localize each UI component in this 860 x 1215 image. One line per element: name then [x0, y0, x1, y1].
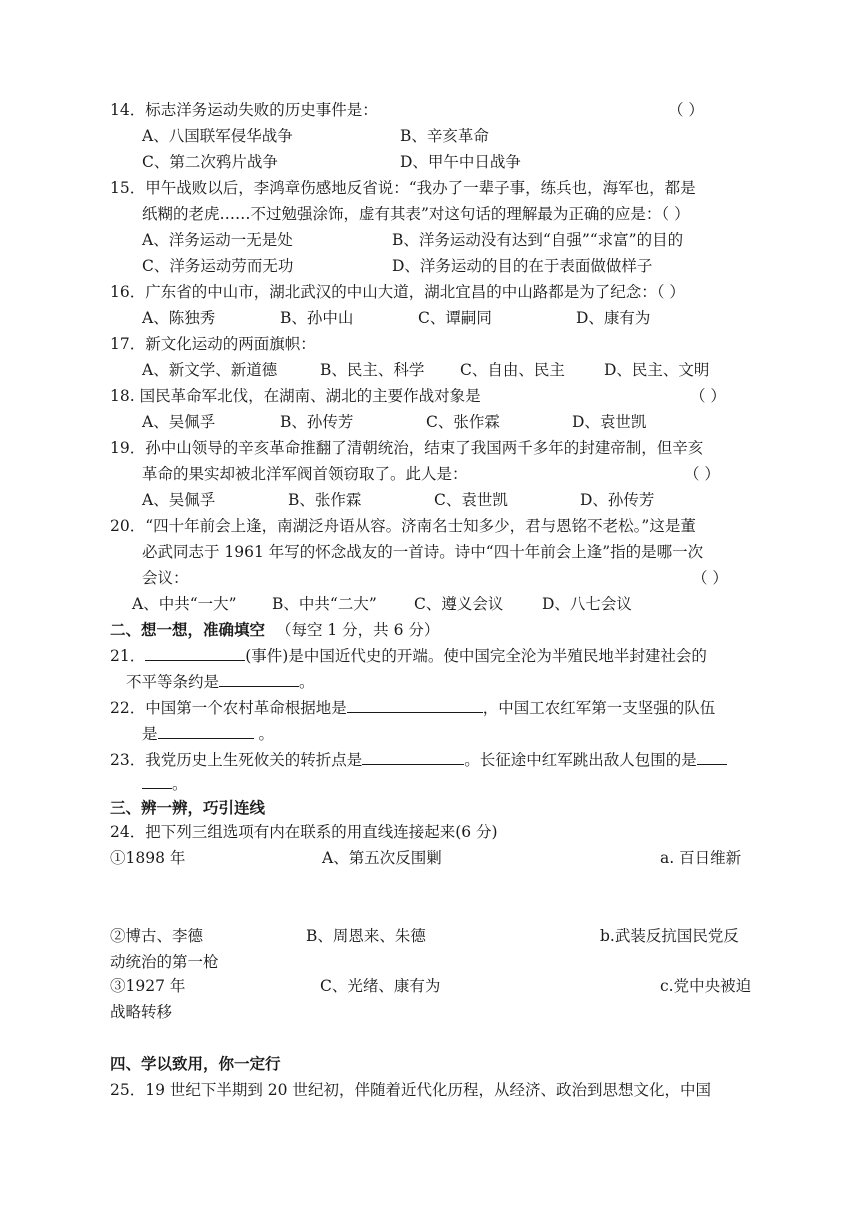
q19-option-d: D、孙传芳 — [580, 491, 655, 509]
section2-heading — [110, 620, 439, 640]
q20-stem-line3: 会议： — [142, 569, 189, 587]
q22-end: 。 — [253, 725, 274, 743]
q22-text2: ，中国工农红军第一支坚强的队伍 — [482, 699, 716, 717]
q17-stem: 17．新文化运动的两面旗帜： — [110, 335, 316, 353]
q23-blank-encirclement-part1[interactable] — [697, 750, 727, 765]
q14-option-b: B、辛亥革命 — [400, 127, 489, 145]
q16-option-c: C、谭嗣同 — [418, 309, 492, 327]
q17-option-a: A、新文学、新道德 — [142, 361, 278, 379]
q20-answer-paren: （ ） — [692, 569, 728, 587]
q14-option-c: C、第二次鸦片战争 — [142, 153, 278, 171]
q19-option-b: B、张作霖 — [288, 491, 362, 509]
q14-answer-paren: （ ） — [668, 101, 704, 119]
q24-row1-left[interactable]: ①1898 年 — [110, 849, 186, 867]
q23-text2: 。长征途中红军跳出敌人包围的是 — [464, 751, 697, 769]
section2-title: 二、想一想，准确填空 — [110, 620, 266, 639]
section3-title: 三、辨一辨，巧引连线 — [110, 798, 266, 817]
q16-option-b: B、孙中山 — [280, 309, 354, 327]
q22-line1 — [110, 698, 715, 718]
q21-blank-event[interactable] — [145, 646, 245, 661]
q18-option-b: B、孙传芳 — [280, 413, 354, 431]
section4-title: 四、学以致用，你一定行 — [110, 1054, 281, 1073]
q21-line2 — [126, 672, 315, 692]
q23-blank-turning-point[interactable] — [362, 750, 464, 765]
q18-option-d: D、袁世凯 — [572, 413, 647, 431]
q17-option-b: B、民主、科学 — [320, 361, 425, 379]
q19-answer-paren: （ ） — [684, 465, 720, 483]
q20-option-a: A、中共“一大” — [132, 595, 237, 613]
q16-stem: 16．广东省的中山市，湖北武汉的中山大道，湖北宜昌的中山路都是为了纪念：（ ） — [110, 283, 685, 301]
q14-option-a: A、八国联军侵华战争 — [142, 127, 293, 145]
q23-blank-encirclement-part2[interactable] — [142, 774, 172, 789]
q17-option-c: C、自由、民主 — [460, 361, 565, 379]
q23-text1: 23．我党历史上生死攸关的转折点是 — [110, 751, 363, 769]
q17-option-d: D、民主、文明 — [604, 361, 710, 379]
q21-number: 21． — [110, 647, 146, 665]
q21-end: 。 — [299, 673, 315, 691]
q19-stem-line2: 革命的果实却被北洋军阀首领窃取了。此人是： — [142, 465, 468, 483]
q14-stem: 14．标志洋务运动失败的历史事件是： — [110, 101, 378, 119]
q24-row1-mid[interactable]: A、第五次反围剿 — [322, 849, 442, 867]
q15-stem-line2: 纸糊的老虎……不过勉强涂饰，虚有其表”对这句话的理解最为正确的应是：（ ） — [142, 205, 690, 223]
q24-stem: 24．把下列三组选项有内在联系的用直线连接起来(6 分) — [110, 823, 498, 841]
q21-line1 — [110, 646, 707, 666]
q24-row3-right[interactable]: c.党中央被迫 — [660, 977, 752, 995]
q22-blank-army[interactable] — [158, 724, 254, 739]
q21-line2-text: 不平等条约是 — [126, 673, 220, 691]
q24-row3-mid[interactable]: C、光绪、康有为 — [320, 977, 441, 995]
q19-stem-line1: 19．孙中山领导的辛亥革命推翻了清朝统治，结束了我国两千多年的封建帝制，但辛亥 — [110, 439, 704, 457]
q24-row1-right[interactable]: a. 百日维新 — [660, 849, 742, 867]
q24-row2-right[interactable]: b.武装反抗国民党反 — [600, 927, 739, 945]
q18-option-a: A、吴佩孚 — [142, 413, 216, 431]
q24-row3-left[interactable]: ③1927 年 — [110, 977, 186, 995]
q20-stem-line2: 必武同志于 1961 年写的怀念战友的一首诗。诗中“四十年前会上逢”指的是哪一次 — [142, 543, 704, 561]
q18-stem: 18. 国民革命军北伐，在湖南、湖北的主要作战对象是 — [110, 387, 481, 405]
q21-blank-treaty[interactable] — [219, 672, 299, 687]
q23-end: 。 — [172, 775, 188, 793]
q18-option-c: C、张作霖 — [426, 413, 500, 431]
q15-option-b: B、洋务运动没有达到“自强”“求富”的目的 — [392, 231, 684, 249]
q22-text1: 22．中国第一个农村革命根据地是 — [110, 699, 347, 717]
q15-stem-line1: 15．甲午战败以后，李鸿章伤感地反省说：“我办了一辈子事，练兵也，海军也，都是 — [110, 179, 696, 197]
q18-answer-paren: （ ） — [690, 387, 726, 405]
q24-row3-right-cont: 战略转移 — [110, 1003, 173, 1021]
q20-option-b: B、中共“二大” — [272, 595, 377, 613]
q21-text: (事件)是中国近代史的开端。使中国完全沦为半殖民地半封建社会的 — [245, 647, 707, 665]
q23-line2 — [142, 774, 188, 794]
q24-row2-right-cont: 动统治的第一枪 — [110, 953, 219, 971]
q16-option-d: D、康有为 — [576, 309, 651, 327]
q19-option-a: A、吴佩孚 — [142, 491, 216, 509]
q20-option-d: D、八七会议 — [542, 595, 632, 613]
q22-blank-base[interactable] — [347, 698, 483, 713]
q16-option-a: A、陈独秀 — [142, 309, 216, 327]
q22-line2-text: 是 — [142, 725, 158, 743]
q22-line2 — [142, 724, 274, 744]
section2-scoring-note: （每空 1 分，共 6 分） — [275, 621, 440, 639]
q24-row2-left[interactable]: ②博古、李德 — [110, 927, 204, 945]
q25-stem-line1: 25．19 世纪下半期到 20 世纪初，伴随着近代化历程，从经济、政治到思想文化，中国 — [110, 1081, 711, 1099]
q15-option-c: C、洋务运动劳而无功 — [142, 257, 294, 275]
q20-stem-line1: 20．“四十年前会上逢，南湖泛舟语从容。济南名士知多少，君与恩铭不老松。”这是董 — [110, 517, 696, 535]
q19-option-c: C、袁世凯 — [434, 491, 508, 509]
q15-option-a: A、洋务运动一无是处 — [142, 231, 293, 249]
q23-line1 — [110, 750, 727, 770]
q24-row2-mid[interactable]: B、周恩来、朱德 — [306, 927, 426, 945]
q14-option-d: D、甲午中日战争 — [400, 153, 521, 171]
q20-option-c: C、遵义会议 — [414, 595, 504, 613]
q15-option-d: D、洋务运动的目的在于表面做做样子 — [392, 257, 653, 275]
